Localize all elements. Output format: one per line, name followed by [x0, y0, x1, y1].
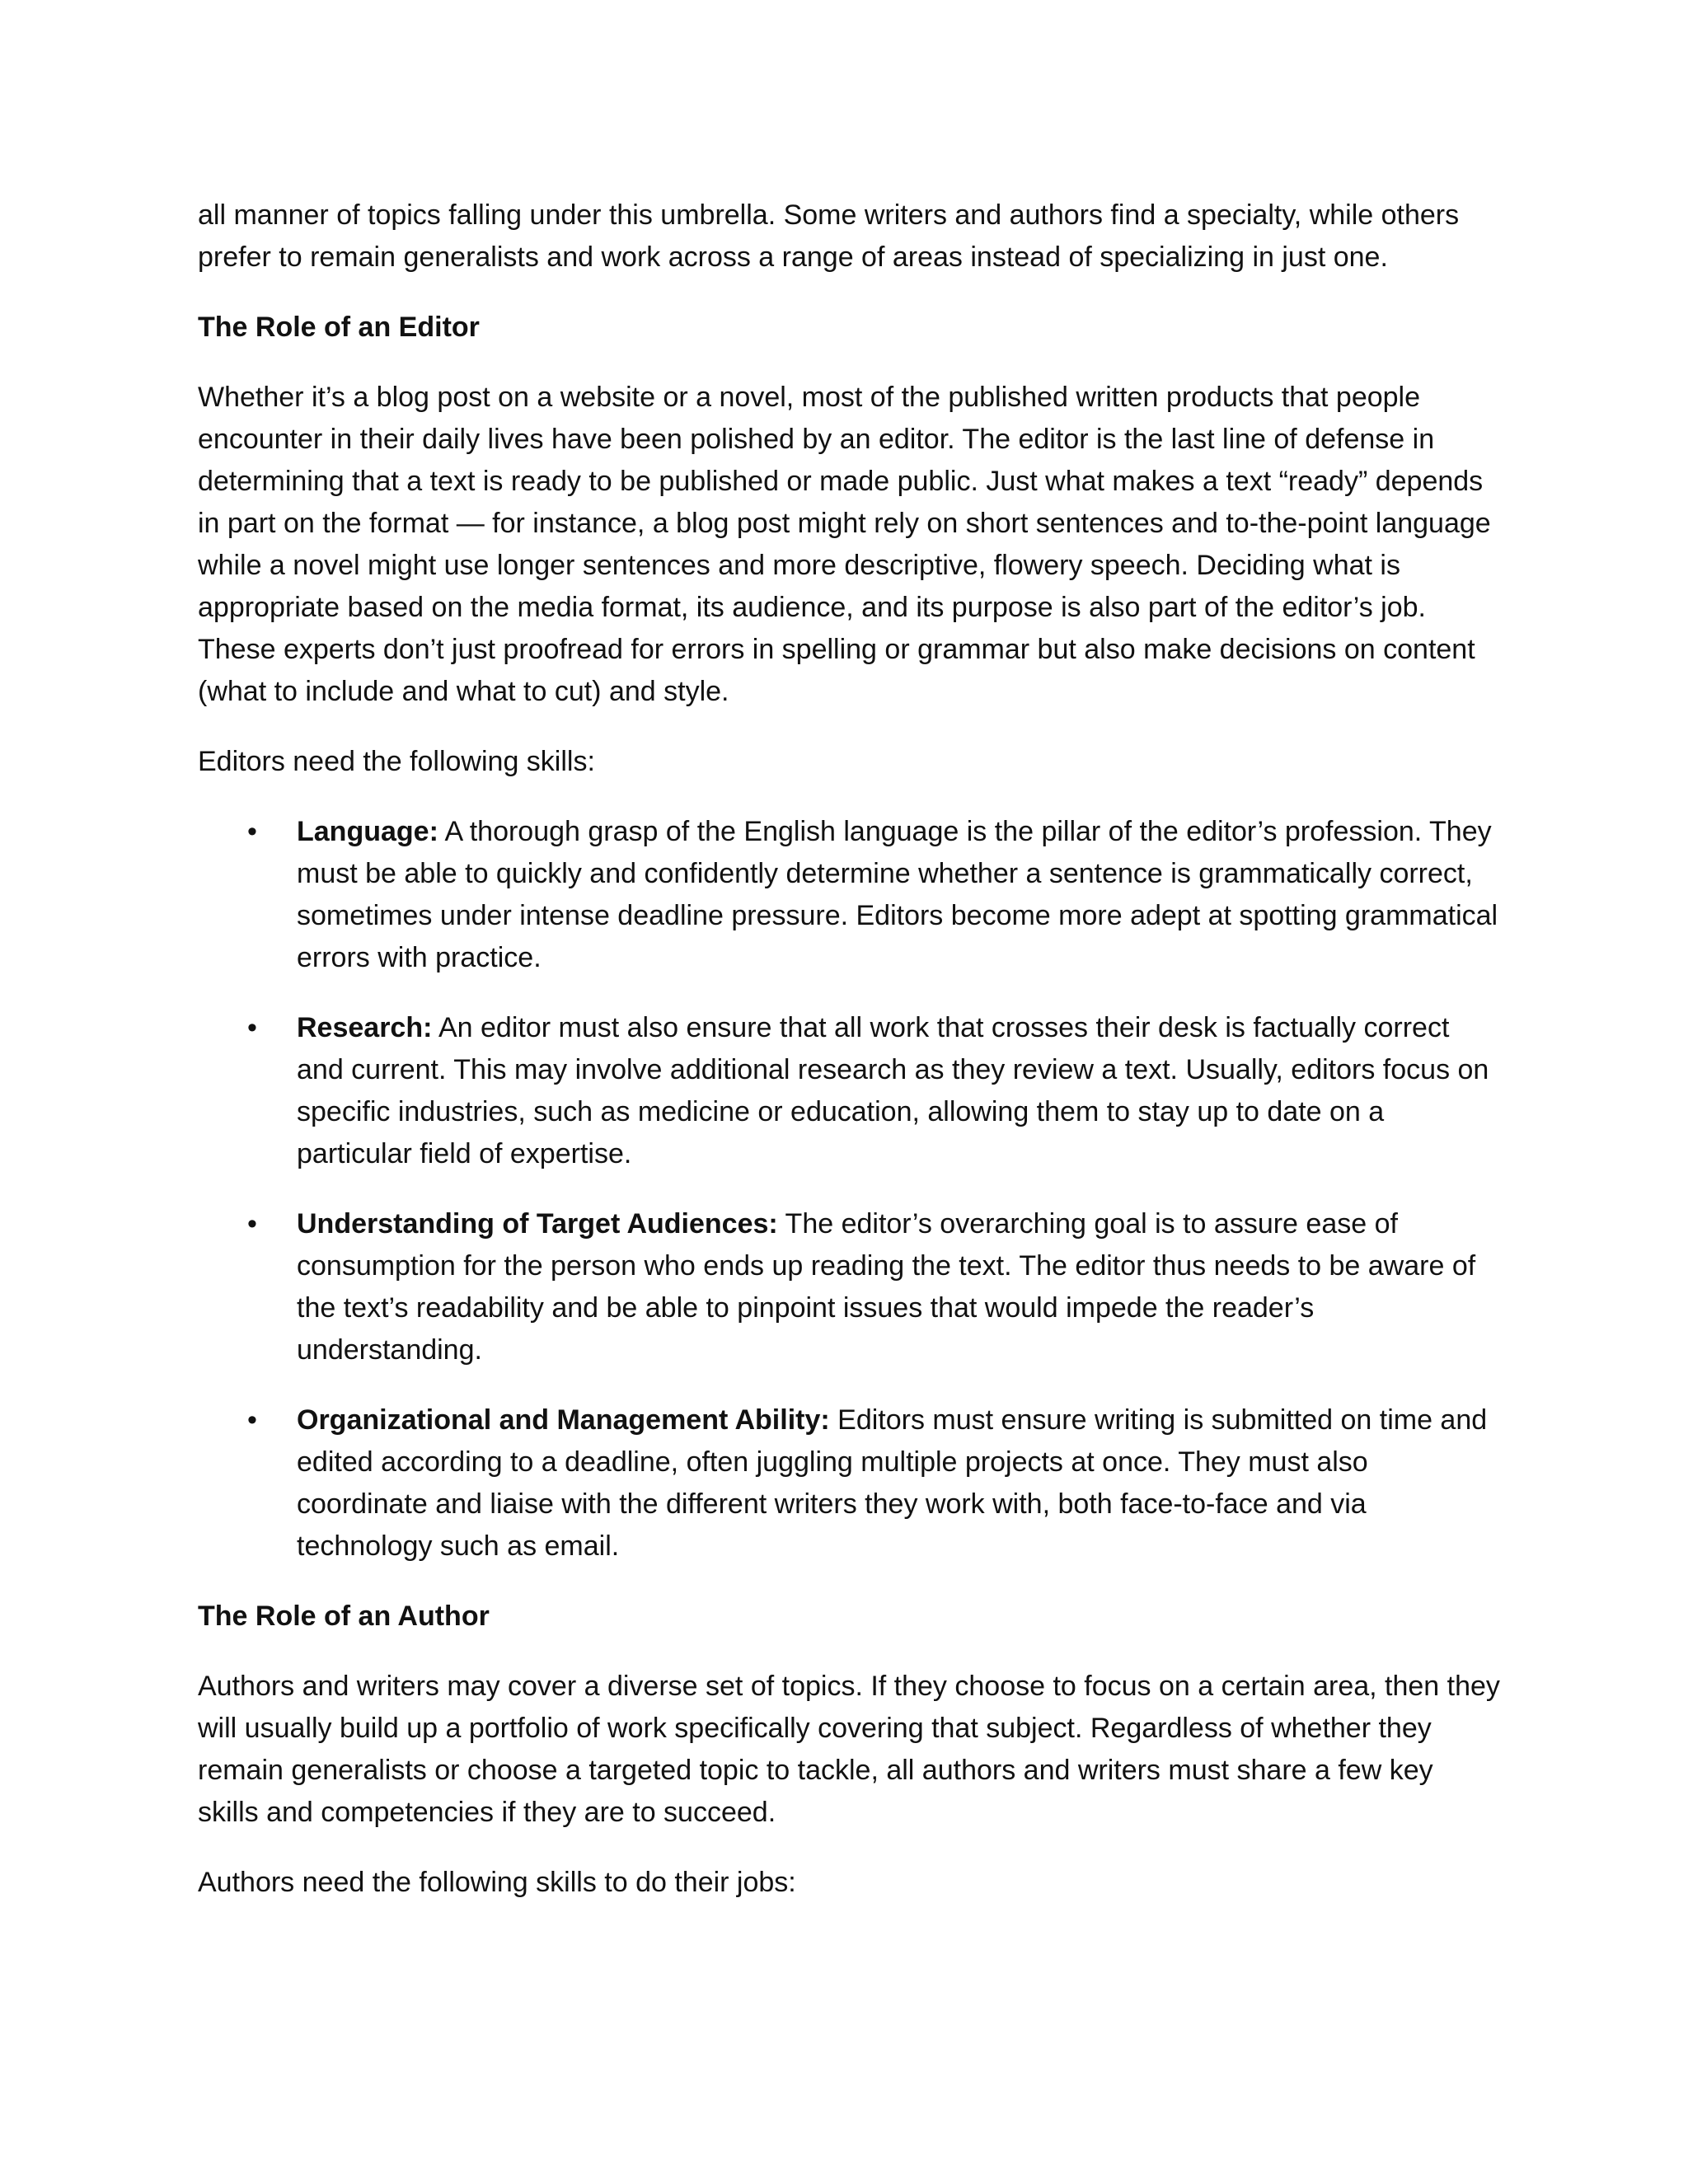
list-item — [198, 1203, 1500, 1371]
editor-skills-intro: Editors need the following skills: — [198, 746, 595, 777]
skill-description: The editor’s overarching goal is to assure ease of consumption for the person who ends up reading the text. The editor thus needs to be aware of the text’s readability and be able to pinpoint issues that would impede the reader’s understanding. — [297, 1208, 1476, 1366]
skill-term: Understanding of Target Audiences: — [297, 1208, 778, 1240]
author-heading: The Role of an Author — [198, 1601, 490, 1632]
author-skills-intro: Authors need the following skills to do their jobs: — [198, 1867, 796, 1898]
bullet-icon: • — [247, 1012, 257, 1043]
list-item — [198, 1399, 1500, 1568]
editor-skills-list — [198, 811, 1500, 1568]
list-item — [198, 1007, 1500, 1175]
skill-description: A thorough grasp of the English language is the pillar of the editor’s profession. They must be able to quickly and confidently determine whether a sentence is grammatically correct, sometimes under intense deadline pressure. Editors become more adept at spotting grammatical errors with practice. — [297, 816, 1498, 973]
skill-term: Language: — [297, 816, 438, 847]
editor-heading: The Role of an Editor — [198, 312, 480, 343]
bullet-icon: • — [247, 1208, 257, 1240]
list-item — [198, 811, 1500, 979]
skill-term: Organizational and Management Ability: — [297, 1404, 830, 1436]
bullet-icon: • — [247, 1404, 257, 1436]
editor-paragraph: Whether it’s a blog post on a website or a novel, most of the published written products that people encounter in their daily lives have been polished by an editor. The editor is the last line of defense in determining that a text is ready to be published or made public. Just what makes a text “ready” depends in part on the format — for instance, a blog post might rely on short sentences and to-the-point language while a novel might use longer sentences and more descriptive, flowery speech. Deciding what is appropriate based on the media format, its audience, and its purpose is also part of the editor’s job. These experts don’t just proofread for errors in spelling or grammar but also make decisions on content (what to include and what to cut) and style. — [198, 382, 1491, 707]
intro-paragraph: all manner of topics falling under this umbrella. Some writers and authors find a specialty, while others prefer to remain generalists and work across a range of areas instead of specializing in just one. — [198, 199, 1460, 273]
skill-term: Research: — [297, 1012, 433, 1043]
author-paragraph: Authors and writers may cover a diverse set of topics. If they choose to focus on a certain area, then they will usually build up a portfolio of work specifically covering that subject. Regardless of whether they remain generalists or choose a targeted topic to tackle, all authors and writers must share a few key skills and competencies if they are to succeed. — [198, 1671, 1500, 1828]
bullet-icon: • — [247, 816, 257, 847]
document-page — [198, 194, 1500, 1932]
skill-description: An editor must also ensure that all work that crosses their desk is factually correct and current. This may involve additional research as they review a text. Usually, editors focus on specific industries, such as medicine or education, allowing them to stay up to date on a particular field of expertise. — [297, 1012, 1489, 1169]
skill-description: Editors must ensure writing is submitted on time and edited according to a deadline, often juggling multiple projects at once. They must also coordinate and liaise with the different writers they work with, both face-to-face and via technology such as email. — [297, 1404, 1488, 1562]
